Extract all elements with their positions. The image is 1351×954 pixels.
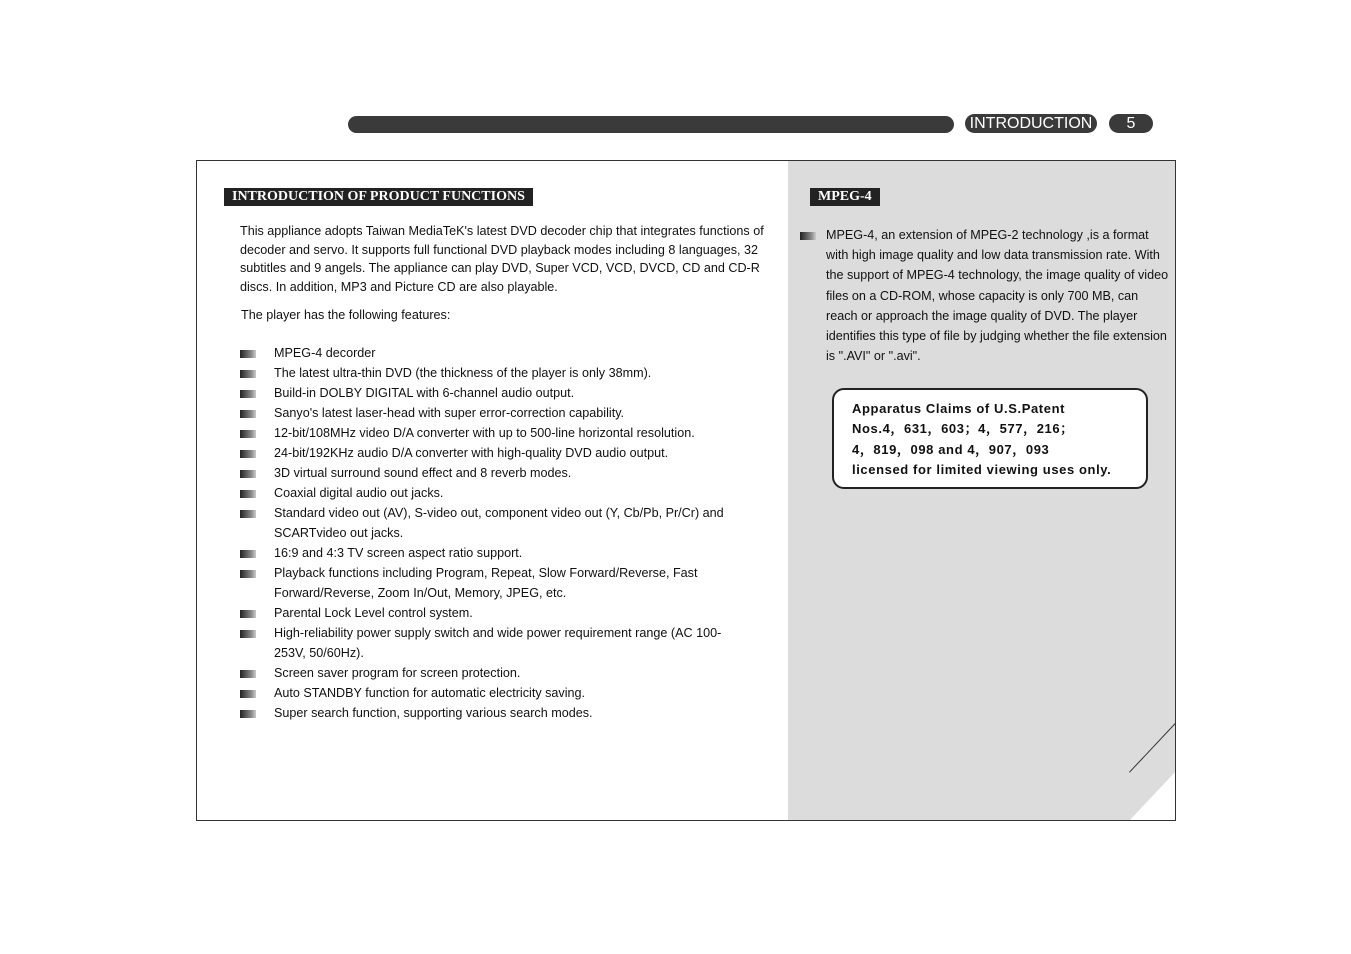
feature-item: [240, 623, 734, 663]
feature-item: [240, 443, 734, 463]
intro-paragraph: This appliance adopts Taiwan MediaTeK's latest DVD decoder chip that integrates functions of decoder and servo. It supports full functional DVD playback modes including 8 languages, 32 subtitles and 9 angels. The appliance can play DVD, Super VCD, VCD, DVCD, CD and CD-R discs. In addition, MP3 and Picture CD are also playable.: [240, 224, 764, 294]
bullet-icon: [240, 510, 256, 518]
feature-list: [240, 343, 734, 723]
feature-item: [240, 463, 734, 483]
page-number: 5: [1109, 114, 1153, 133]
bullet-icon: [240, 670, 256, 678]
bullet-icon: [240, 430, 256, 438]
feature-text: The latest ultra-thin DVD (the thickness of the player is only 38mm).: [274, 366, 652, 380]
feature-item: [240, 683, 734, 703]
bullet-icon: [240, 410, 256, 418]
bullet-icon: [240, 350, 256, 358]
intro-heading: INTRODUCTION OF PRODUCT FUNCTIONS: [224, 188, 533, 206]
feature-text: High-reliability power supply switch and wide power requirement range (AC 100-253V, 50/60Hz).: [274, 626, 722, 660]
patent-line: Apparatus Claims of U.S.Patent: [852, 401, 1066, 416]
feature-item: [240, 503, 734, 543]
feature-text: Auto STANDBY function for automatic electricity saving.: [274, 686, 586, 700]
feature-item: [240, 483, 734, 503]
patent-notice: [832, 388, 1148, 489]
feature-item: [240, 343, 734, 363]
patent-line: licensed for limited viewing uses only.: [852, 462, 1112, 478]
feature-text: Super search function, supporting various search modes.: [274, 706, 593, 720]
feature-text: 16:9 and 4:3 TV screen aspect ratio support.: [274, 546, 523, 560]
feature-item: [240, 603, 734, 623]
feature-item: [240, 383, 734, 403]
bullet-icon: [240, 370, 256, 378]
feature-text: Coaxial digital audio out jacks.: [274, 486, 444, 500]
feature-text: Standard video out (AV), S-video out, component video out (Y, Cb/Pb, Pr/Cr) and SCARTvideo out jacks.: [274, 506, 724, 540]
feature-item: [240, 403, 734, 423]
bullet-icon: [240, 470, 256, 478]
bullet-icon: [240, 570, 256, 578]
feature-text: 24-bit/192KHz audio D/A converter with high-quality DVD audio output.: [274, 446, 669, 460]
bullet-icon: [240, 450, 256, 458]
corner-cut: [1129, 771, 1176, 821]
feature-item: [240, 703, 734, 723]
feature-text: Parental Lock Level control system.: [274, 606, 473, 620]
feature-item: [240, 663, 734, 683]
feature-text: Build-in DOLBY DIGITAL with 6-channel audio output.: [274, 386, 575, 400]
feature-text: MPEG-4 decorder: [274, 346, 376, 360]
feature-text: Sanyo's latest laser-head with super error-correction capability.: [274, 406, 625, 420]
bullet-icon: [240, 610, 256, 618]
mpeg-heading: MPEG-4: [810, 188, 880, 206]
feature-text: Screen saver program for screen protection.: [274, 666, 521, 680]
content-frame: [196, 160, 1176, 821]
patent-line: Nos.4，631，603；4，577，216；: [852, 421, 1074, 437]
bullet-icon: [800, 232, 816, 240]
feature-text: Playback functions including Program, Repeat, Slow Forward/Reverse, Fast Forward/Reverse, Zoom In/Out, Memory, JPEG, etc.: [274, 566, 698, 600]
patent-line: 4，819，098 and 4，907，093: [852, 441, 1050, 457]
header-bar: [348, 116, 954, 133]
bullet-icon: [240, 710, 256, 718]
feature-item: [240, 363, 734, 383]
bullet-icon: [240, 690, 256, 698]
feature-item: [240, 563, 734, 603]
feature-text: 12-bit/108MHz video D/A converter with up to 500-line horizontal resolution.: [274, 426, 695, 440]
bullet-icon: [240, 550, 256, 558]
feature-item: [240, 543, 734, 563]
mpeg-paragraph: MPEG-4, an extension of MPEG-2 technology ,is a format with high image quality and low data transmission rate. With the support of MPEG-4 technology, the image quality of video files on a CD-ROM, whose capacity is only 700 MB, can reach or approach the image quality of DVD. The player identifies this type of file by judging whether the file extension is ".AVI" or ".avi".: [826, 228, 1169, 364]
bullet-icon: [240, 390, 256, 398]
bullet-icon: [240, 490, 256, 498]
section-label: INTRODUCTION: [965, 114, 1097, 133]
bullet-icon: [240, 630, 256, 638]
feature-item: [240, 423, 734, 443]
features-intro: The player has the following features:: [241, 308, 451, 322]
feature-text: 3D virtual surround sound effect and 8 reverb modes.: [274, 466, 572, 480]
